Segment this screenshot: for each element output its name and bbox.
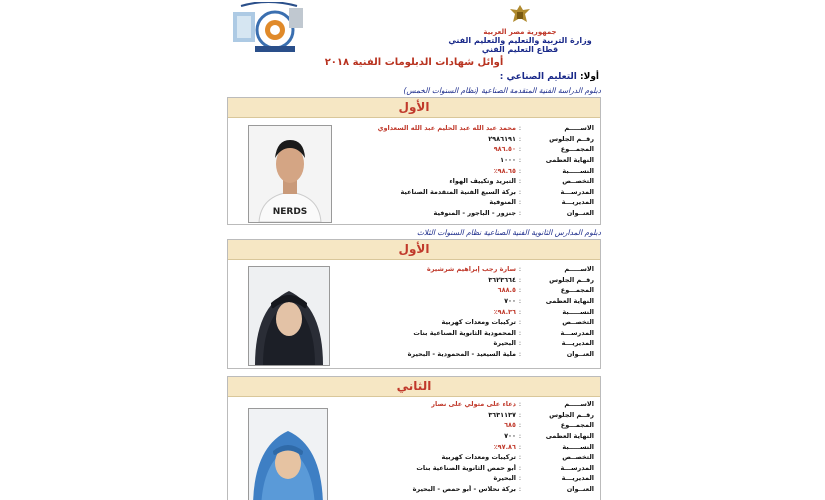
detail-row-total: المجمـــوع : ٦٨٨.٥ — [344, 285, 594, 296]
detail-row-specialty: التخصــص : تركيبات ومعدات كهربية — [344, 317, 594, 328]
student-total: ٦٨٨.٥ — [497, 286, 516, 295]
detail-row-max: النهاية العظمى : ١٠٠٠ — [344, 155, 594, 166]
shirt-text: NERDS — [272, 207, 308, 217]
label-seat: رقــم الجلوس — [549, 275, 594, 284]
detail-row-address: العنــوان : ملية السيعيد - المحمودية - البحيرة — [344, 349, 594, 360]
detail-row-max: النهاية العظمى : ٧٠٠ — [344, 431, 594, 442]
student-details — [344, 123, 594, 218]
student-specialty: التبريد وتكييف الهواء — [449, 177, 516, 186]
student-address: ملية السيعيد - المحمودية - البحيرة — [407, 350, 516, 359]
student-total: ٩٨٦.٥٠ — [493, 145, 516, 154]
student-details — [344, 399, 594, 494]
label-specialty: التخصــص — [562, 453, 594, 462]
student-rank: الثاني — [228, 377, 600, 397]
detail-row-directorate: المديريـــة : المنوفية — [344, 197, 594, 208]
detail-row-seat: رقــم الجلوس : ٣٦٣١١٣٧ — [344, 410, 594, 421]
label-max: النهاية العظمى — [545, 156, 594, 165]
student-specialty: تركيبات ومعدات كهربية — [441, 453, 516, 462]
student-card — [227, 97, 601, 225]
detail-row-specialty: التخصــص : التبريد وتكييف الهواء — [344, 176, 594, 187]
student-seat: ٢٩٨٦١٩١ — [488, 134, 516, 143]
label-total: المجمـــوع — [560, 286, 594, 295]
detail-row-name: الاســـــم : دعاء على متولي على نصار — [344, 399, 594, 410]
section-name: التعليم الصناعي : — [499, 72, 577, 82]
label-school: المدرســـة — [560, 463, 594, 472]
student-rank: الأول — [228, 240, 600, 260]
detail-row-percent: النســـــبة : ٩٧.٨٦٪ — [344, 441, 594, 452]
label-name: الاســـــم — [564, 124, 594, 133]
label-specialty: التخصــص — [562, 177, 594, 186]
student-school: أبو حمص الثانوية الصناعية بنات — [416, 463, 516, 472]
detail-row-directorate: المديريـــة : البحيرة — [344, 338, 594, 349]
technical-education-logo-icon — [231, 2, 305, 56]
student-percent: ٩٨.٣٦٪ — [493, 307, 516, 316]
student-school: بركة السبع الفنية المتقدمة الصناعية — [400, 187, 516, 196]
student-card — [227, 239, 601, 369]
student-details — [344, 264, 594, 359]
detail-row-school: المدرســـة : المحمودية الثانوية الصناعية بنات — [344, 328, 594, 339]
label-address: العنــوان — [566, 485, 594, 494]
detail-row-seat: رقــم الجلوس : ٢٩٨٦١٩١ — [344, 134, 594, 145]
label-address: العنــوان — [566, 350, 594, 359]
label-directorate: المديريـــة — [561, 339, 594, 348]
detail-row-total: المجمـــوع : ٦٨٥ — [344, 420, 594, 431]
student-max: ١٠٠٠ — [500, 156, 516, 165]
student-seat: ٣٦٢٣٦٦٤ — [488, 275, 516, 284]
student-card — [227, 376, 601, 500]
student-photo — [248, 125, 332, 223]
student-rank: الأول — [228, 98, 600, 118]
detail-row-name: الاســـــم : سارة رجب إبراهيم شرشيرة — [344, 264, 594, 275]
student-max: ٧٠٠ — [504, 297, 516, 306]
student-photo — [248, 266, 330, 366]
student-max: ٧٠٠ — [504, 432, 516, 441]
student-total: ٦٨٥ — [504, 421, 516, 430]
ministry-line-1: جمهورية مصر العربية — [483, 28, 557, 36]
label-directorate: المديريـــة — [561, 474, 594, 483]
label-max: النهاية العظمى — [545, 432, 594, 441]
section-prefix: أولا: — [580, 72, 599, 82]
student-specialty: تركيبات ومعدات كهربية — [441, 318, 516, 327]
label-school: المدرســـة — [560, 328, 594, 337]
label-percent: النســـــبة — [562, 442, 594, 451]
label-directorate: المديريـــة — [561, 198, 594, 207]
detail-row-address: العنــوان : جنزور - الباجور - المنوفية — [344, 208, 594, 219]
program-three-year: دبلوم المدارس الثانوية الفنية الصناعية نظام السنوات الثلاث — [416, 228, 601, 237]
student-name: سارة رجب إبراهيم شرشيرة — [426, 265, 516, 274]
student-address: بركة نحلاس - أبو حمص - البحيرة — [412, 485, 516, 494]
label-max: النهاية العظمى — [545, 297, 594, 306]
section-heading — [500, 72, 599, 82]
label-percent: النســـــبة — [562, 166, 594, 175]
label-specialty: التخصــص — [562, 318, 594, 327]
detail-row-total: المجمـــوع : ٩٨٦.٥٠ — [344, 144, 594, 155]
student-name: محمد عبد الله عبد الحليم عبد الله السعداوي — [377, 124, 516, 133]
student-address: جنزور - الباجور - المنوفية — [433, 209, 516, 218]
detail-row-name: الاســـــم : محمد عبد الله عبد الحليم عبد الله السعداوي — [344, 123, 594, 134]
detail-row-max: النهاية العظمى : ٧٠٠ — [344, 296, 594, 307]
label-percent: النســـــبة — [562, 307, 594, 316]
ministry-line-3: قطاع التعليم الفني — [481, 45, 559, 54]
student-directorate: البحيرة — [493, 339, 516, 348]
student-name: دعاء على متولي على نصار — [431, 400, 516, 409]
document-title: أوائل شهادات الدبلومات الفنية ٢٠١٨ — [324, 57, 504, 68]
label-total: المجمـــوع — [560, 145, 594, 154]
student-directorate: البحيرة — [493, 474, 516, 483]
ministry-line-2: وزارة التربية والتعليم والتعليم الفني — [448, 36, 592, 45]
label-name: الاســـــم — [564, 265, 594, 274]
label-address: العنــوان — [566, 209, 594, 218]
document-page — [223, 0, 605, 500]
student-percent: ٩٧.٨٦٪ — [493, 442, 516, 451]
detail-row-directorate: المديريـــة : البحيرة — [344, 473, 594, 484]
student-photo — [248, 408, 328, 500]
label-school: المدرســـة — [560, 187, 594, 196]
detail-row-percent: النســـــبة : ٩٨.٦٥٪ — [344, 165, 594, 176]
program-five-year: دبلوم الدراسة الفنية المتقدمة الصناعية (نظام السنوات الخمس) — [403, 86, 601, 95]
detail-row-school: المدرســـة : أبو حمص الثانوية الصناعية بنات — [344, 463, 594, 474]
detail-row-seat: رقــم الجلوس : ٣٦٢٣٦٦٤ — [344, 275, 594, 286]
label-name: الاســـــم — [564, 400, 594, 409]
student-seat: ٣٦٣١١٣٧ — [488, 410, 516, 419]
detail-row-address: العنــوان : بركة نحلاس - أبو حمص - البحيرة — [344, 484, 594, 495]
student-directorate: المنوفية — [489, 198, 516, 207]
ministry-header — [445, 2, 595, 54]
eagle-emblem-icon — [507, 2, 533, 28]
student-percent: ٩٨.٦٥٪ — [493, 166, 516, 175]
label-seat: رقــم الجلوس — [549, 410, 594, 419]
detail-row-percent: النســـــبة : ٩٨.٣٦٪ — [344, 306, 594, 317]
detail-row-specialty: التخصــص : تركيبات ومعدات كهربية — [344, 452, 594, 463]
label-seat: رقــم الجلوس — [549, 134, 594, 143]
student-school: المحمودية الثانوية الصناعية بنات — [413, 328, 516, 337]
label-total: المجمـــوع — [560, 421, 594, 430]
detail-row-school: المدرســـة : بركة السبع الفنية المتقدمة الصناعية — [344, 187, 594, 198]
